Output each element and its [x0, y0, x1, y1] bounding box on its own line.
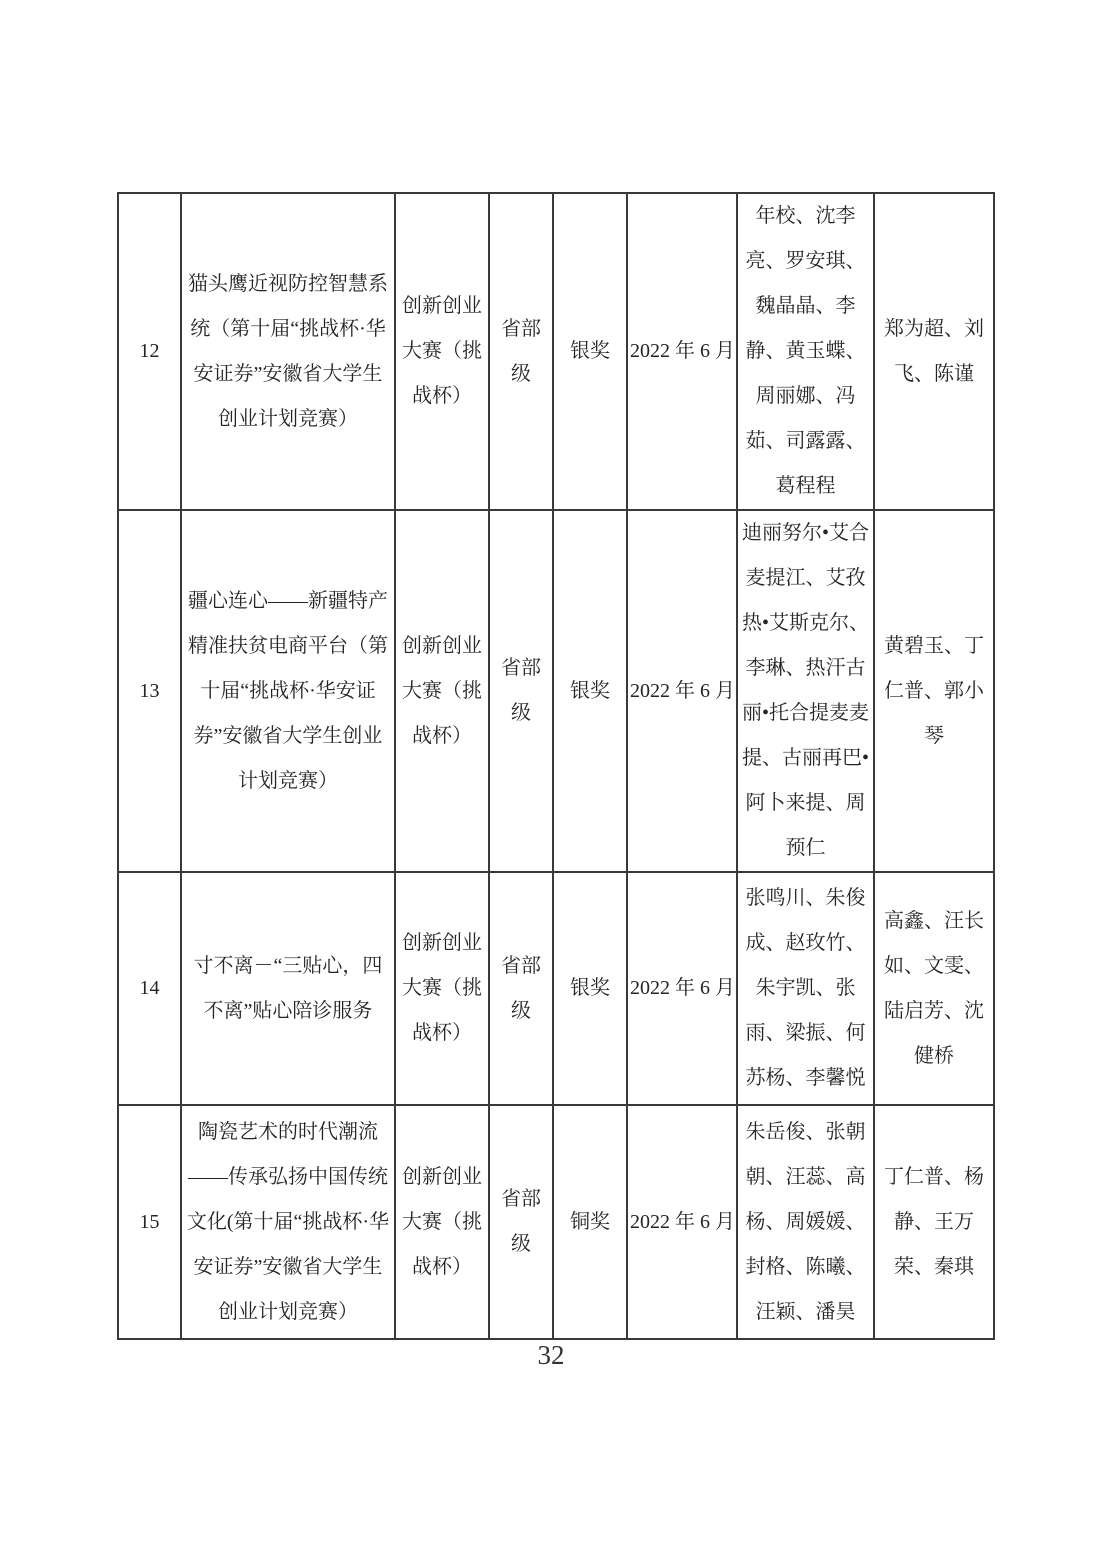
cell-award-grade: 铜奖	[553, 1105, 627, 1339]
table-row	[118, 872, 994, 1105]
cell-seq: 12	[118, 193, 181, 510]
cell-competition: 创新创业大赛（挑战杯）	[395, 1105, 489, 1339]
cell-award-level: 省部级	[489, 510, 553, 872]
cell-award-date: 2022 年 6 月	[627, 193, 737, 510]
cell-award-level: 省部级	[489, 872, 553, 1105]
table-row	[118, 1105, 994, 1339]
cell-advisors: 高鑫、汪长如、文雯、陆启芳、沈健桥	[874, 872, 994, 1105]
table-row	[118, 193, 994, 510]
cell-team-members: 张鸣川、朱俊成、赵玫竹、朱宇凯、张雨、梁振、何苏杨、李馨悦	[737, 872, 874, 1105]
cell-award-level: 省部级	[489, 193, 553, 510]
cell-seq: 13	[118, 510, 181, 872]
cell-competition: 创新创业大赛（挑战杯）	[395, 872, 489, 1105]
cell-advisors: 郑为超、刘飞、陈谨	[874, 193, 994, 510]
cell-project-name: 寸不离－“三贴心，四不离”贴心陪诊服务	[181, 872, 395, 1105]
cell-advisors: 丁仁普、杨静、王万荣、秦琪	[874, 1105, 994, 1339]
cell-project-name: 猫头鹰近视防控智慧系统（第十届“挑战杯·华安证券”安徽省大学生创业计划竞赛）	[181, 193, 395, 510]
cell-seq: 14	[118, 872, 181, 1105]
cell-award-date: 2022 年 6 月	[627, 510, 737, 872]
cell-award-grade: 银奖	[553, 872, 627, 1105]
cell-project-name: 陶瓷艺术的时代潮流——传承弘扬中国传统文化(第十届“挑战杯·华安证券”安徽省大学生创业计划竞赛）	[181, 1105, 395, 1339]
cell-team-members: 迪丽努尔•艾合麦提江、艾孜热•艾斯克尔、李琳、热汗古丽•托合提麦麦提、古丽再巴•阿卜来提、周预仁	[737, 510, 874, 872]
cell-competition: 创新创业大赛（挑战杯）	[395, 510, 489, 872]
cell-award-date: 2022 年 6 月	[627, 872, 737, 1105]
cell-project-name: 疆心连心——新疆特产精准扶贫电商平台（第十届“挑战杯·华安证券”安徽省大学生创业计划竞赛）	[181, 510, 395, 872]
table-row	[118, 510, 994, 872]
cell-award-grade: 银奖	[553, 193, 627, 510]
awards-table	[117, 192, 995, 1340]
cell-award-grade: 银奖	[553, 510, 627, 872]
cell-team-members: 年校、沈李亮、罗安琪、魏晶晶、李静、黄玉蝶、周丽娜、冯茹、司露露、葛程程	[737, 193, 874, 510]
cell-advisors: 黄碧玉、丁仁普、郭小琴	[874, 510, 994, 872]
cell-competition: 创新创业大赛（挑战杯）	[395, 193, 489, 510]
cell-team-members: 朱岳俊、张朝朝、汪蕊、高杨、周媛媛、封格、陈曦、汪颖、潘昊	[737, 1105, 874, 1339]
page-number: 32	[537, 1340, 565, 1370]
cell-award-level: 省部级	[489, 1105, 553, 1339]
cell-award-date: 2022 年 6 月	[627, 1105, 737, 1339]
cell-seq: 15	[118, 1105, 181, 1339]
